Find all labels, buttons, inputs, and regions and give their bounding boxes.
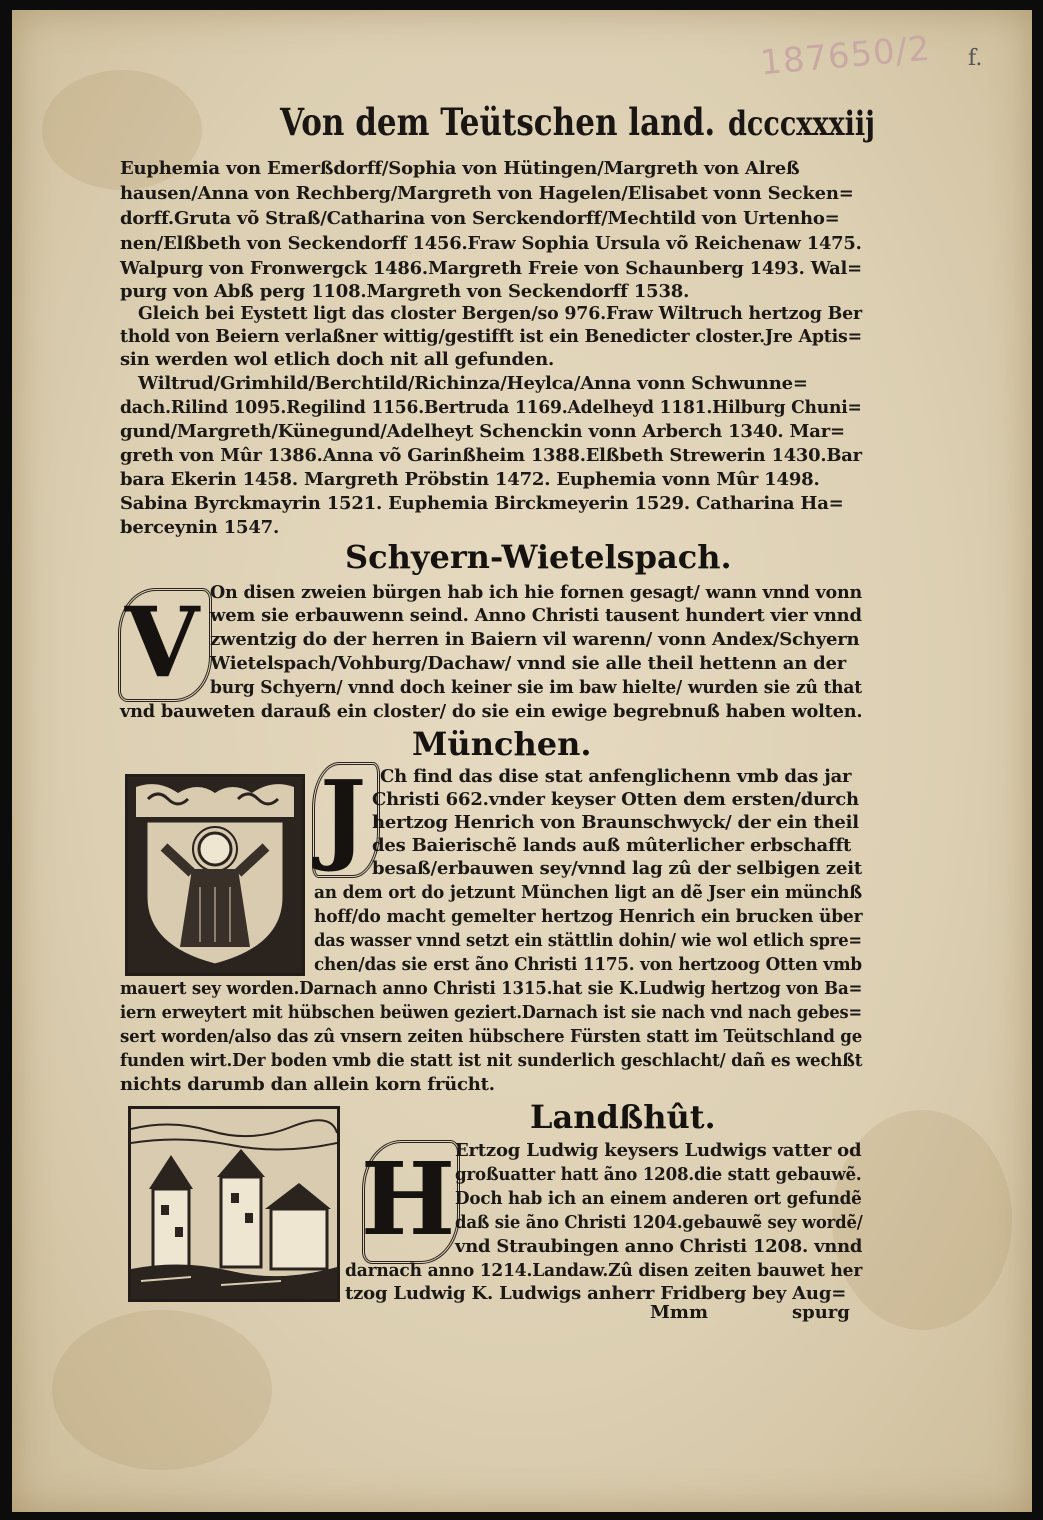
paper-stain <box>52 1310 272 1470</box>
text-line: Gleich bei Eystett ligt das closter Bergen/so 976.Fraw Wiltruch hertzog Ber <box>138 303 862 324</box>
text-line: thold von Beiern verlaßner wittig/gestifft ist ein Benedicter closter.Jre Aptis= <box>120 326 862 347</box>
section-heading-muenchen: München. <box>412 725 592 763</box>
text-line: sert worden/also das zû vnsern zeiten hübschere Fürsten statt im Teütschland ge <box>120 1026 863 1047</box>
decorated-initial-j: J <box>319 759 367 875</box>
text-line: dorff.Gruta võ Straß/Catharina von Serckendorff/Mechtild von Urtenho= <box>120 208 840 229</box>
text-line: darnach anno 1214.Landaw.Zû disen zeiten bauwet her <box>345 1260 863 1281</box>
text-line: daß sie ãno Christi 1204.gebauwẽ sey wordẽ/ <box>455 1212 863 1233</box>
text-line: tzog Ludwig K. Ludwigs anherr Fridberg bey Aug= <box>345 1283 847 1304</box>
text-line: Euphemia von Emerßdorff/Sophia von Hütingen/Margreth von Alreß <box>120 158 800 179</box>
text-line: Sabina Byrckmayrin 1521. Euphemia Birckmeyerin 1529. Catharina Ha= <box>120 493 844 514</box>
text-line: vnd Straubingen anno Christi 1208. vnnd <box>455 1236 863 1257</box>
decorated-initial-h: H <box>360 1140 456 1258</box>
text-line: On disen zweien bürgen hab ich hie fornen gesagt/ wann vnnd vonn <box>210 582 862 603</box>
text-line: purg von Abß perg 1108.Margreth von Seckendorff 1538. <box>120 281 690 302</box>
landshut-town-view-woodcut <box>128 1106 340 1302</box>
text-line: dach.Rilind 1095.Regilind 1156.Bertruda 1169.Adelheyd 1181.Hilburg Chuni= <box>120 397 862 418</box>
text-line: Doch hab ich an einem anderen ort gefundẽ <box>455 1188 862 1209</box>
text-line: hausen/Anna von Rechberg/Margreth von Hagelen/Elisabet vonn Secken= <box>120 183 854 204</box>
munich-monk-icon <box>128 777 302 973</box>
text-line: hertzog Henrich von Braunschwyck/ der ein theil <box>372 812 859 833</box>
decorated-initial-v: V <box>124 585 200 699</box>
text-line: Wietelspach/Vohburg/Dachaw/ vnnd sie alle theil hettenn an der <box>210 653 847 674</box>
text-line: sin werden wol etlich doch nit all gefunden. <box>120 349 555 370</box>
text-line: greth von Mûr 1386.Anna võ Garinßheim 1388.Elßbeth Strewerin 1430.Bar <box>120 445 862 466</box>
text-line: gund/Margreth/Künegund/Adelheyt Schenckin vonn Arberch 1340. Mar= <box>120 421 845 442</box>
text-line: nichts darumb dan allein korn frücht. <box>120 1074 495 1095</box>
muenchen-coat-of-arms-woodcut <box>125 774 305 976</box>
text-line: hoff/do macht gemelter hertzog Henrich ein brucken über <box>314 906 863 927</box>
text-line: großuatter hatt ãno 1208.die statt gebauwẽ. <box>455 1164 862 1185</box>
text-line: des Baierischẽ lands auß mûterlicher erbschafft <box>372 835 852 856</box>
text-line: Ch find das dise stat anfenglichenn vmb das jar <box>380 766 852 787</box>
section-heading-schyern: Schyern-Wietelspach. <box>345 538 732 576</box>
text-line: burg Schyern/ vnnd doch keiner sie im baw hielte/ wurden sie zû that <box>210 677 862 698</box>
text-line: zwentzig do der herren in Baiern vil warenn/ vonn Andex/Schyern <box>210 629 860 650</box>
text-line: mauert sey worden.Darnach anno Christi 1315.hat sie K.Ludwig hertzog von Ba= <box>120 978 863 999</box>
text-line: funden wirt.Der boden vmb die statt ist nit sunderlich geschlacht/ dañ es wechßt <box>120 1050 863 1071</box>
running-head: Von dem Teütschen land. <box>280 100 716 144</box>
text-line: Christi 662.vnder keyser Otten dem ersten/durch <box>372 789 859 810</box>
catchword: spurg <box>792 1302 850 1323</box>
text-line: Walpurg von Fronwergck 1486.Margreth Freie von Schaunberg 1493. Wal= <box>120 258 862 279</box>
text-line: besaß/erbauwen sey/vnnd lag zû der selbigen zeit <box>372 858 862 879</box>
text-line: Ertzog Ludwig keysers Ludwigs vatter od <box>455 1140 862 1161</box>
text-line: iern erweytert mit hübschen beüwen geziert.Darnach ist sie nach vnd nach gebes= <box>120 1002 862 1023</box>
archive-number: 187650/2 <box>758 28 933 84</box>
town-view-icon <box>131 1109 337 1299</box>
text-line: Wiltrud/Grimhild/Berchtild/Richinza/Heylca/Anna vonn Schwunne= <box>138 373 808 394</box>
text-line: nen/Elßbeth von Seckendorff 1456.Fraw Sophia Ursula võ Reichenaw 1475. <box>120 233 862 254</box>
text-line: vnd bauweten darauß ein closter/ do sie ein ewige begrebnuß haben wolten. <box>120 701 863 722</box>
text-line: chen/das sie erst ãno Christi 1175. von hertzoog Otten vmb <box>314 954 862 975</box>
section-heading-landshut: Landßhût. <box>530 1098 716 1136</box>
corner-mark: f. <box>968 46 983 71</box>
text-line: berceynin 1547. <box>120 517 280 538</box>
text-line: das wasser vnnd setzt ein stättlin dohin/ wie wol etlich spre= <box>314 930 862 951</box>
text-line: bara Ekerin 1458. Margreth Pröbstin 1472. Euphemia vonn Mûr 1498. <box>120 469 820 490</box>
text-line: an dem ort do jetzunt München ligt an dẽ Jser ein münchß <box>314 882 862 903</box>
signature-mark: Mmm <box>650 1302 709 1323</box>
text-line: wem sie erbauwenn seind. Anno Christi tausent hundert vier vnnd <box>210 605 862 626</box>
folio-number: dcccxxxiij <box>728 104 875 144</box>
